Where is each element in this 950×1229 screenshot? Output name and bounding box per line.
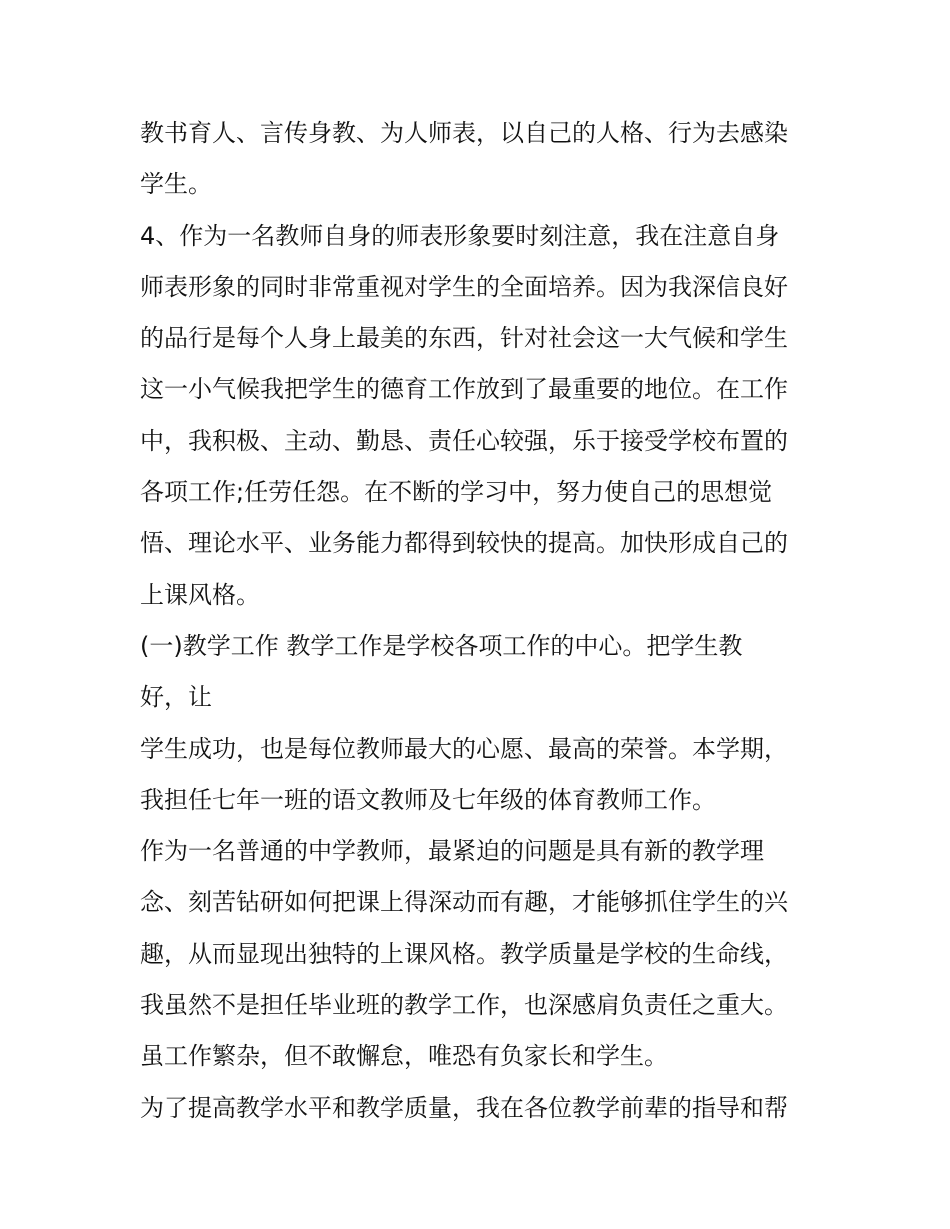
text-line: 悟、理论水平、业务能力都得到较快的提高。加快形成自己的 (140, 529, 788, 558)
body-text (140, 108, 820, 1134)
text-line: 好，让 (140, 683, 212, 712)
text-line: 教书育人、言传身教、为人师表，以自己的人格、行为去感染 (140, 119, 788, 147)
text-line: 各项工作;任劳任怨。在不断的学习中，努力使自己的思想觉 (140, 478, 773, 507)
text-line: 趣，从而显现出独特的上课风格。教学质量是学校的生命线， (140, 939, 788, 968)
text-line: 学生。 (140, 170, 212, 199)
text-line: 我担任七年一班的语文教师及七年级的体育教师工作。 (140, 785, 716, 814)
text-line: 这一小气候我把学生的德育工作放到了最重要的地位。在工作 (140, 375, 788, 404)
text-line: 师表形象的同时非常重视对学生的全面培养。因为我深信良好 (140, 272, 788, 301)
text-line: (一)教学工作 教学工作是学校各项工作的中心。把学生教 (140, 631, 743, 660)
text-line: 上课风格。 (140, 580, 260, 609)
text-line: 学生成功，也是每位教师最大的心愿、最高的荣誉。本学期， (140, 734, 788, 763)
text-line: 作为一名普通的中学教师，最紧迫的问题是具有新的教学理 (140, 837, 764, 866)
text-line: 为了提高教学水平和教学质量，我在各位教学前辈的指导和帮 (140, 1093, 788, 1122)
text-line: 的品行是每个人身上最美的东西，针对社会这一大气候和学生 (140, 324, 788, 353)
text-line: 我虽然不是担任毕业班的教学工作，也深感肩负责任之重大。 (140, 991, 788, 1020)
text-line: 念、刻苦钻研如何把课上得深动而有趣，才能够抓住学生的兴 (140, 888, 788, 917)
text-line: 4、作为一名教师自身的师表形象要时刻注意，我在注意自身 (140, 221, 780, 250)
text-line: 虽工作繁杂，但不敢懈怠，唯恐有负家长和学生。 (140, 1042, 668, 1071)
text-line: 中，我积极、主动、勤恳、责任心较强，乐于接受学校布置的 (140, 426, 788, 455)
